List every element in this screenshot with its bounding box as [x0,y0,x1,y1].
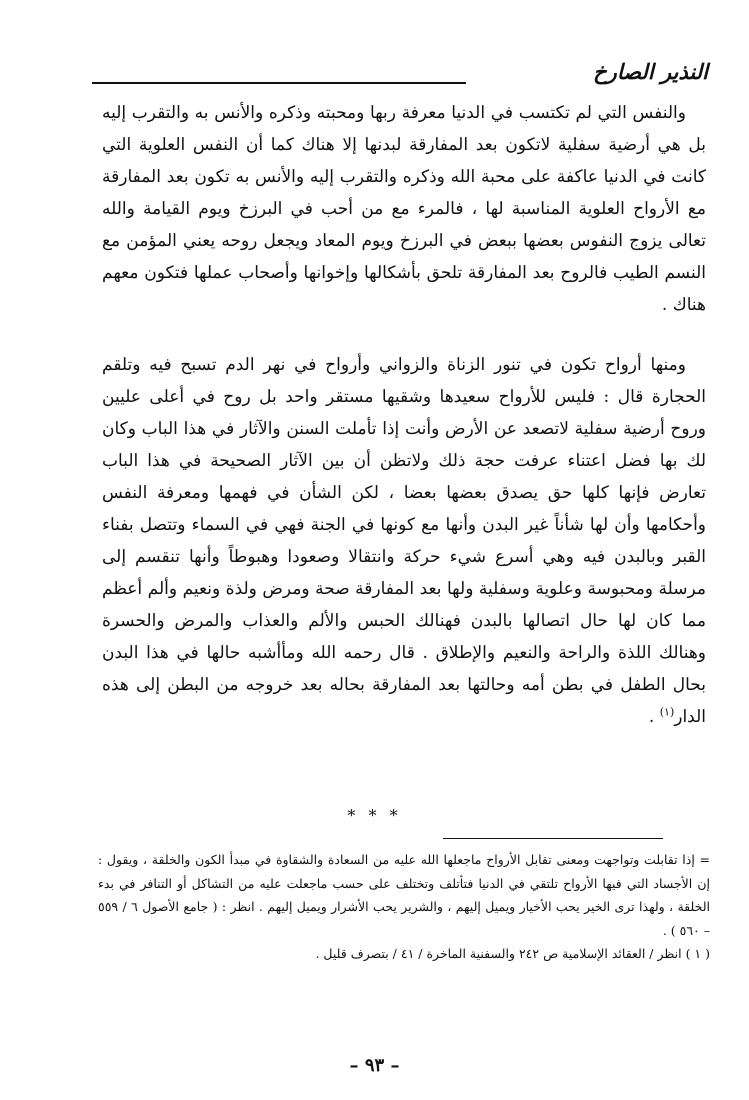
header-title: النذير الصارخ [593,60,708,84]
footnotes [98,848,710,966]
paragraph-2-text: ومنها أرواح تكون في تنور الزناة والزواني وأرواح في نهر الدم تسبح فيه وتلقم الحجارة قال : فليس للأرواح سعيدها وشقيها مستقر واحد بل روح في أعلى عليين وروح أرضية سفلية لاتصعد عن الأرض وأنت إذا تأملت السنن والآثار في هذا الباب وكان لك بها فضل اعتناء عرفت حجة ذلك ولاتظن أن بين الآثار الصحيحة في هذا الباب تعارض فإنها كلها حق يصدق بعضها بعضا ، لكن الشأن في فهمها ومعرفة النفس وأحكامها وأن لها شأناً غير البدن وأنها مع كونها في الجنة فهي في السماء وتتصل بفناء القبر وبالبدن فيه وهي أسرع شيء حركة وانتقالا وصعودا وهبوطاً وأنها تنقسم إلى مرسلة ومحبوسة وعلوية وسفلية ولها بعد المفارقة صحة ومرض ولذة ونعيم وألم أعظم مما كان لها حال اتصالها بالبدن فهنالك الحبس والألم والعذاب والمرض والحسرة وهنالك اللذة والراحة والنعيم والإطلاق . قال رحمه الله ومأأشبه حالها في هذا البدن بحال الطفل في بطن أمه وحالتها بعد المفارقة بحاله بعد خروجه من البطن إلى هذه الدار [102,355,706,727]
footnote-1: ( ١ ) انظر / العقائد الإسلامية ص ٢٤٢ والسفنية الماخرة / ٤١ / بتصرف قليل . [315,946,710,961]
paragraph-2-end: . [648,707,660,727]
footnote-reference: (١) [659,705,675,719]
footnote-rule [443,838,663,839]
main-text [102,97,706,733]
paragraph-2 [102,349,706,733]
footnote-continuation: = إذا تقابلت وتواجهت ومعنى تقابل الأرواح ماجعلها الله عليه من السعادة والشقاوة في مبدأ الكون والخلقة ، ويقول : إن الأجساد التي فيها الأرواح تلتقي في الدنيا فتأتلف وتختلف على حسب ماجعلت عليه من التشاكل أو التنافر في بدء الخلقة ، ولهذا ترى الخير يحب الأخيار ويميل إليهم ، والشرير يحب الأشرار ويميل إليهم . انظر : ( جامع الأصول ٦ / ٥٥٩ – ٥٦٠ ) . [98,852,710,938]
section-separator: * * * [347,806,402,825]
paragraph-1: والنفس التي لم تكتسب في الدنيا معرفة ربها ومحبته وذكره والأنس به والتقرب إليه بل هي أرضية سفلية لاتكون بعد المفارقة لبدنها إلا هناك كما أن النفس العلوية التي كانت في الدنيا عاكفة على محبة الله وذكره والتقرب إليه والأنس به تكون بعد المفارقة مع الأرواح العلوية المناسبة لها ، فالمرء مع من أحب في البرزخ ويوم القيامة والله تعالى يزوج النفوس بعضها ببعض في البرزخ ويوم المعاد ويجعل روحه يعني المؤمن مع النسم الطيب فالروح بعد المفارقة تلحق بأشكالها وإخوانها وأصحاب عملها فتكون معهم هناك . [102,103,706,315]
header-rule [92,82,466,84]
running-header [92,56,716,90]
page-number: – ٩٣ – [349,1055,400,1076]
